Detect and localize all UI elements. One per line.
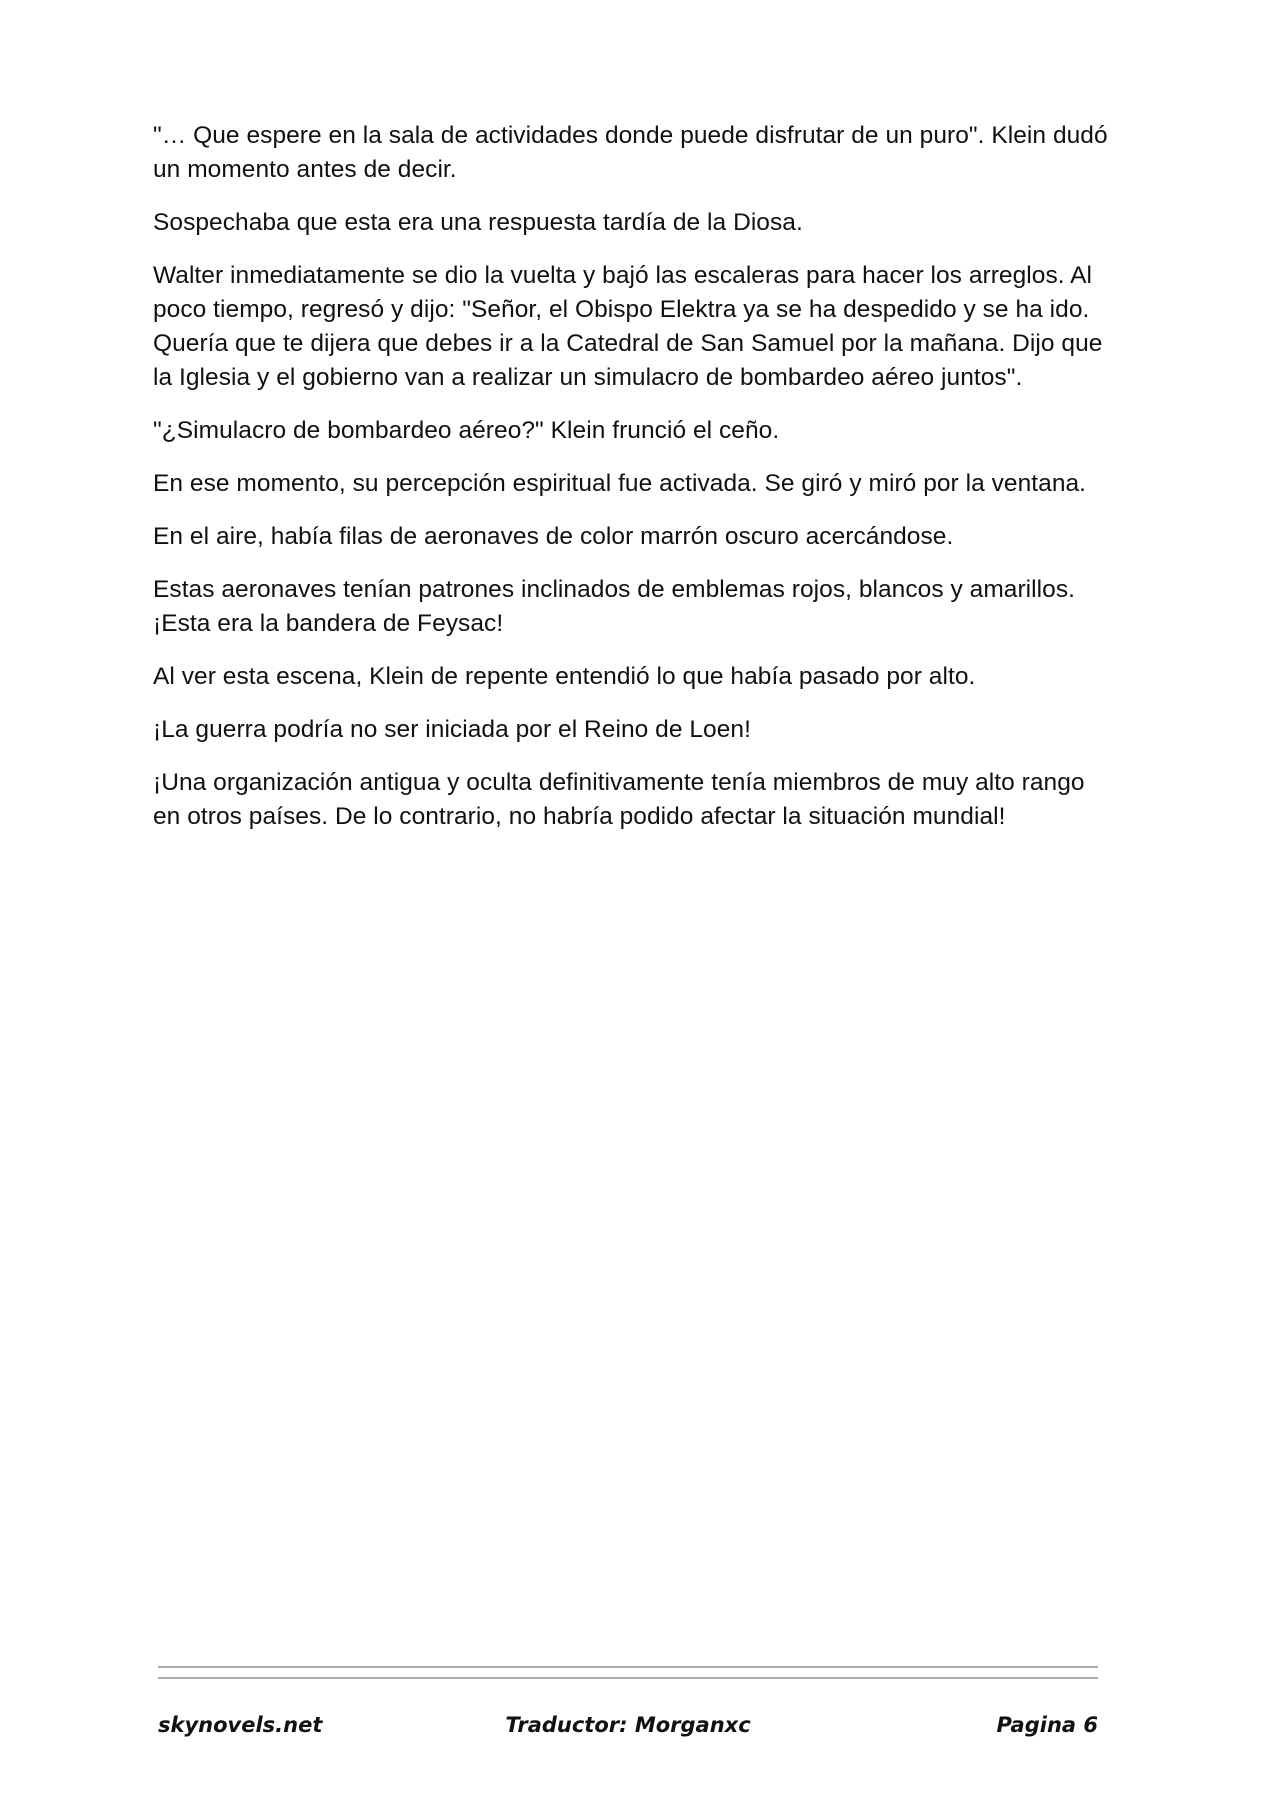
- paragraph-10: ¡Una organización antigua y oculta definitivamente tenía miembros de muy alto rango en otros países. De lo contrario, no habría podido afectar la situación mundial!: [153, 769, 1085, 830]
- paragraph-1: "… Que espere en la sala de actividades donde puede disfrutar de un puro". Klein dudó un momento antes de decir.: [153, 122, 1108, 183]
- paragraph-2: Sospechaba que esta era una respuesta tardía de la Diosa.: [153, 209, 803, 236]
- paragraph-8: Al ver esta escena, Klein de repente entendió lo que había pasado por alto.: [153, 663, 976, 690]
- chapter-body: [153, 119, 1113, 853]
- page-footer: [158, 1713, 1098, 1747]
- paragraph-7: Estas aeronaves tenían patrones inclinados de emblemas rojos, blancos y amarillos. ¡Esta era la bandera de Feysac!: [153, 576, 1075, 637]
- paragraph-9: ¡La guerra podría no ser iniciada por el Reino de Loen!: [153, 716, 751, 743]
- paragraph-4: "¿Simulacro de bombardeo aéreo?" Klein frunció el ceño.: [153, 417, 780, 444]
- footer-divider-top: [158, 1666, 1098, 1668]
- paragraph-6: En el aire, había filas de aeronaves de color marrón oscuro acercándose.: [153, 523, 954, 550]
- footer-page-number: Pagina 6: [996, 1713, 1098, 1737]
- paragraph-3: Walter inmediatamente se dio la vuelta y bajó las escaleras para hacer los arreglos. Al poco tiempo, regresó y dijo: "Señor, el Obispo Elektra ya se ha despedido y se ha ido. Quería que te dijera que debes ir a la Catedral de San Samuel por la mañana. Dijo que la Iglesia y el gobierno van a realizar un simulacro de bombardeo aéreo juntos".: [153, 262, 1103, 391]
- footer-divider-bottom: [158, 1677, 1098, 1679]
- paragraph-5: En ese momento, su percepción espiritual fue activada. Se giró y miró por la ventana.: [153, 470, 1087, 497]
- footer-translator: Traductor: Morganxc: [505, 1713, 751, 1737]
- footer-site: skynovels.net: [158, 1713, 323, 1737]
